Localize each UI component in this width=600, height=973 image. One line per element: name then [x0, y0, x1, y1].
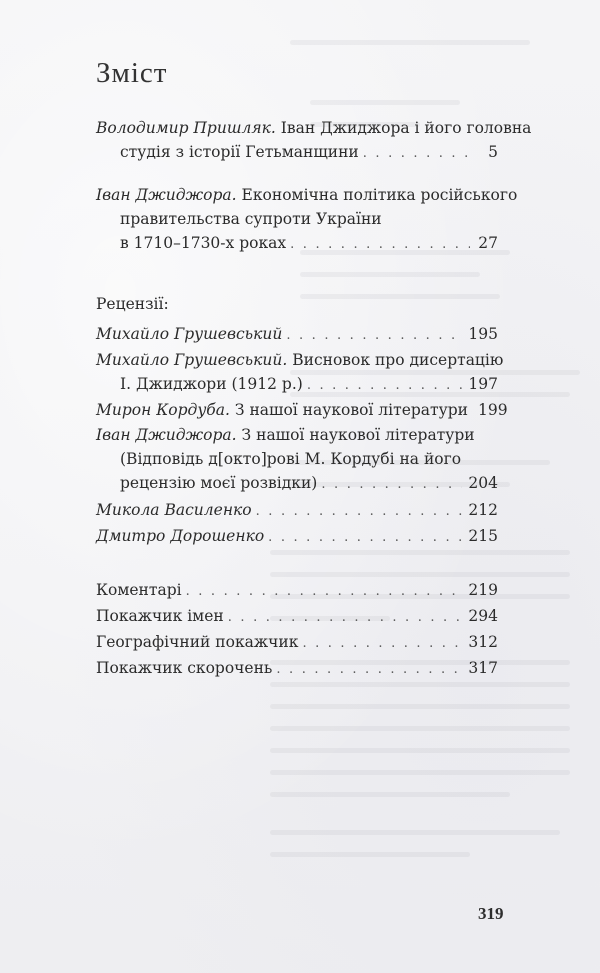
entry-title: З нашої наукової літератури: [234, 401, 468, 419]
leader-dots: [290, 233, 470, 257]
entry-page-number: 5: [488, 143, 498, 161]
toc-entry[interactable]: [96, 116, 532, 166]
entry-title: Покажчик імен: [96, 607, 224, 625]
leader-dots: [276, 658, 462, 682]
entry-title: З нашої наукової літератури: [241, 426, 475, 444]
entry-title: Коментарі: [96, 581, 182, 599]
leader-dots: [363, 142, 470, 166]
leader-dots: [228, 606, 463, 630]
entry-page-number: 199: [477, 401, 508, 419]
entry-title: Покажчик скорочень: [96, 659, 273, 677]
entry-page-number: 215: [468, 527, 498, 545]
entry-title: в 1710–1730-х роках: [120, 234, 287, 252]
page-title: Зміст: [96, 57, 168, 90]
entry-page-number: 317: [468, 659, 498, 677]
toc-entry[interactable]: [96, 423, 498, 497]
leader-dots: [321, 473, 462, 497]
toc-entry[interactable]: [96, 524, 498, 550]
entry-title: Іван Джиджора і його головна: [280, 119, 532, 137]
toc-entry[interactable]: [96, 348, 504, 398]
entry-page-number: 212: [468, 501, 498, 519]
toc-entry[interactable]: [96, 498, 498, 524]
entry-author: Михайло Грушевський: [96, 325, 283, 343]
entry-page-number: 294: [468, 607, 498, 625]
entry-title: І. Джиджори (1912 р.): [120, 375, 303, 393]
entry-page-number: 219: [468, 581, 498, 599]
toc-entry[interactable]: [96, 398, 508, 424]
entry-author: Володимир Пришляк.: [96, 119, 276, 137]
entry-page-number: 312: [468, 633, 498, 651]
toc-entry-geographic-index[interactable]: [96, 630, 498, 656]
toc-entry[interactable]: [96, 183, 518, 257]
leader-dots: [307, 374, 463, 398]
page-number: 319: [478, 904, 504, 923]
toc-entry-comments[interactable]: [96, 578, 498, 604]
leader-dots: [256, 500, 463, 524]
entry-title: (Відповідь д[окто]рові М. Кордубі на його: [120, 450, 462, 468]
entry-title: рецензію моєї розвідки): [120, 474, 318, 492]
entry-title: Географічний покажчик: [96, 633, 299, 651]
toc-entry-name-index[interactable]: [96, 604, 498, 630]
entry-author: Микола Василенко: [96, 501, 252, 519]
entry-author: Дмитро Дорошенко: [96, 527, 265, 545]
leader-dots: [186, 580, 463, 604]
leader-dots: [268, 526, 462, 550]
entry-title: Економічна політика російського: [241, 186, 518, 204]
entry-page-number: 27: [478, 234, 498, 252]
entry-author: Іван Джиджора.: [96, 186, 237, 204]
entry-title: правительства супроти України: [120, 210, 382, 228]
toc-entry-abbreviations-index[interactable]: [96, 656, 498, 682]
entry-page-number: 197: [468, 375, 498, 393]
entry-page-number: 204: [468, 474, 498, 492]
entry-page-number: 195: [468, 325, 498, 343]
entry-author: Михайло Грушевський.: [96, 351, 288, 369]
reviews-heading: Рецензії:: [96, 295, 169, 313]
leader-dots: [302, 632, 462, 656]
entry-author: Іван Джиджора.: [96, 426, 237, 444]
entry-author: Мирон Кордуба.: [96, 401, 230, 419]
entry-title: студія з історії Гетьманщини: [120, 143, 359, 161]
leader-dots: [286, 324, 462, 348]
toc-entry[interactable]: [96, 322, 498, 348]
entry-title: Висновок про дисертацію: [292, 351, 504, 369]
